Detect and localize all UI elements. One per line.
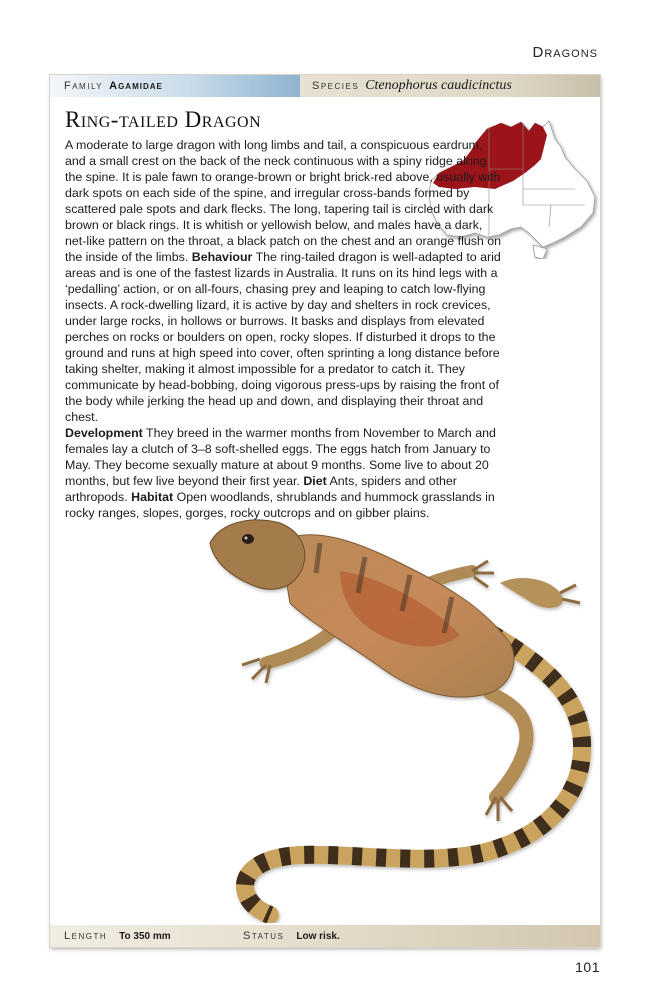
status-field bbox=[228, 925, 600, 947]
species-label: Species bbox=[312, 80, 360, 92]
page-number: 101 bbox=[575, 959, 600, 975]
family-value: Agamidae bbox=[109, 80, 163, 92]
behaviour-heading: Behaviour bbox=[191, 250, 253, 264]
field-guide-page bbox=[50, 75, 600, 947]
length-value: To 350 mm bbox=[119, 930, 171, 942]
diet-heading: Diet bbox=[303, 474, 327, 488]
behaviour-text: The ring-tailed dragon is well-adapted to arid areas and is one of the fastest lizards in Australia. It runs on its hind legs with a ‘pedalling’ action, or on all-fours, chasing prey and leaping to catch low-flying insects. A rock-dwelling lizard, it is active by day and shelters in rock crevices, under large rocks, in hollows or burrows. It basks and displays from elevated perches on rocks or boulders on open, rocky slopes. If disturbed it drops to the ground and runs at high speed into cover, often sprinting a long distance before taking shelter, making it almost impossible for a predator to catch it. They communicate by head-bobbing, doing vigorous press-ups by raising the front of the body while jerking the head up and down, and displaying their throat and chest. bbox=[65, 250, 501, 424]
development-text: They breed in the warmer months from November to March and females lay a clutch of 3–8 soft-shelled eggs. The eggs hatch from January to May. They become sexually mature at about 9 months. Some live to about 20 months, but few live beyond their first year. bbox=[65, 426, 496, 488]
habitat-heading: Habitat bbox=[131, 490, 174, 504]
species-title: Ring-tailed Dragon bbox=[65, 107, 262, 132]
length-label: Length bbox=[64, 930, 108, 942]
classification-bar bbox=[50, 75, 600, 97]
development-heading: Development bbox=[65, 426, 143, 440]
family-field bbox=[50, 75, 300, 97]
running-head: Dragons bbox=[532, 44, 598, 61]
species-value: Ctenophorus caudicinctus bbox=[365, 78, 512, 93]
ring-tailed-dragon-illustration bbox=[190, 453, 610, 923]
length-field bbox=[50, 925, 228, 947]
family-label: Family bbox=[64, 80, 104, 92]
habitat-text: Open woodlands, shrublands and hummock grasslands in rocky ranges, slopes, gorges, rocky outcrops and on gibber plains. bbox=[65, 490, 495, 520]
diet-text: Ants, spiders and other arthropods. bbox=[65, 474, 457, 504]
status-label: Status bbox=[243, 930, 285, 942]
stats-bar bbox=[50, 925, 600, 947]
description-intro: A moderate to large dragon with long limbs and tail, a conspicuous eardrum, and a small crest on the back of the neck continuous with a spiny ridge along the spine. It is pale fawn to orange-brown or bright brick-red above, usually with dark spots on each side of the spine, and irregular cross-bands formed by scattered pale spots and dark flecks. The long, tapering tail is circled with dark brown or black rings. It is whitish or yellowish below, and males have a dark, net-like pattern on the throat, a black patch on the chest and an orange flush on the inside of the limbs. bbox=[65, 138, 502, 264]
species-field bbox=[300, 75, 600, 97]
status-value: Low risk. bbox=[296, 930, 340, 942]
